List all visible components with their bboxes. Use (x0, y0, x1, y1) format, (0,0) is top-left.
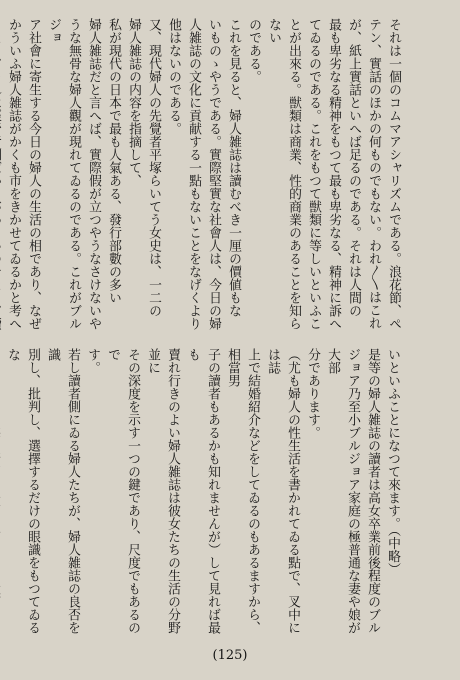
top-text-line: テン、實話のほかの何ものでもない。われ〳〵はこれ (366, 18, 381, 330)
bottom-text-line: ジョア乃至小ブルジョア家庭の極普通な妻や娘が大部 (325, 348, 360, 634)
top-text-line: 人雑誌の文化に貢献する一點もないことをなげくより (186, 18, 201, 330)
bottom-text-line: 是等の婦人雑誌の讀者は高女卒業前後程度のブル (365, 348, 380, 634)
top-text-line: のである。 (246, 18, 261, 83)
top-text-line: 私が現代の日本で最も人氣ある、發行部數の多い (106, 18, 121, 304)
top-text-line: とが出來る。獣類は商業、性的商業のあることを知らない (266, 18, 301, 330)
bottom-text-line: 別し、批判し、選擇するだけの眼識をもつてゐるな (5, 348, 40, 634)
top-text-line (0, 18, 3, 336)
bottom-text-line: （尤も婦人の性生活を書かれてゐる點で、叉中には誌 (265, 348, 300, 634)
top-text-line: いものゝやうである。實際堅實な社會人は、今日の婦 (206, 18, 221, 330)
top-text-line: 又、現代婦人の先覺者平塚らいてう女史は、一二の (146, 18, 161, 317)
bottom-text-line: 若し讀者側にゐる婦人たちが、婦人雑誌の良否を識 (45, 348, 80, 634)
top-text-line: 婦人雑誌だと言へば、實際假が立つやうなさけないや (86, 18, 101, 330)
top-text-line: 婦人雑誌の内容を指摘して、 (126, 18, 141, 187)
top-text-block (6, 18, 403, 336)
top-text-line: うな無骨な婦人觀が現れてゐるのである。これがブルジョ (46, 18, 81, 330)
bottom-text-block (5, 348, 402, 643)
bottom-text-line: いといふことになつて來ます。（中略） (385, 348, 400, 576)
top-text-line: ア社會に寄生する今日の婦人の生活の相であり、なぜ (26, 18, 41, 330)
top-text-line: 最も卑劣なる精神をもつて最も卑劣なる、精神に訴へ (326, 18, 341, 330)
top-text-line: が、紙上實話といへば足るのである。それは人間の (346, 18, 361, 317)
top-text-line: それは一個のコムマアシャリズムである。浪花節、ペ (386, 18, 401, 330)
bottom-text-line (0, 348, 2, 643)
bottom-text-line: す。 (85, 348, 100, 374)
bottom-text-line: 賣れ行きのよい婦人雑誌は彼女たちの生活の分野並に (145, 348, 180, 634)
bottom-text-line: 上で結婚紹介などをしてゐるのもあるますから、相當男 (225, 348, 260, 634)
page-number: (125) (212, 648, 248, 663)
top-text-line: てゐるのである。これをもつて獣類に等しいといふこ (306, 18, 321, 330)
bottom-text-line: 分であります。 (305, 348, 320, 439)
bottom-text-line: その深度を示す一つの鍵であり、尺度でもあるので (105, 348, 140, 634)
top-text-line: これを見ると、婦人雑誌は讀むべき一厘の價値もな (226, 18, 241, 317)
top-text-line: 他はないのである。 (166, 18, 181, 135)
bottom-text-line: 子の讀者もあるかも知れませんが）して見れば最も (185, 348, 220, 634)
top-text-line: かういふ婦人雑誌がかくも市をきかせてゐるかと考へ (6, 18, 21, 330)
